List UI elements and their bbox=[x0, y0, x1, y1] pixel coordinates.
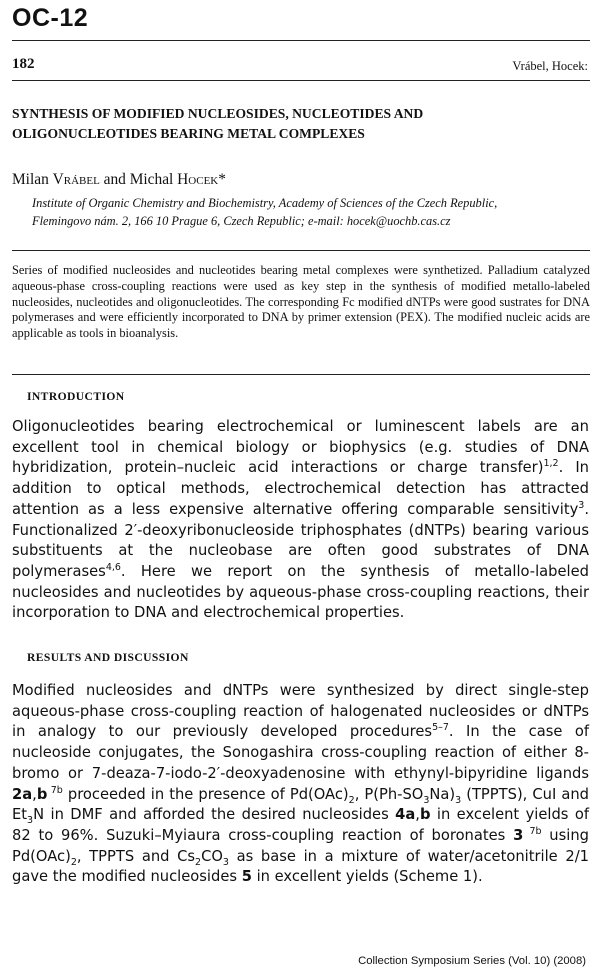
compound-number: 4a bbox=[395, 806, 416, 824]
corresponding-author-mark: * bbox=[218, 171, 226, 188]
running-head: Vrábel, Hocek: bbox=[512, 59, 588, 73]
header-rule-bottom bbox=[12, 80, 590, 81]
subscript: 2 bbox=[348, 794, 355, 806]
results-text-1: Modified nucleosides and dNTPs were synthesized by direct single-step aqueous-phase cross-coupling reaction of halogenated nucleosides or dNTPs in analogy to our previously developed procedures bbox=[12, 682, 589, 741]
session-code: OC-12 bbox=[12, 4, 89, 32]
abstract-rule-top bbox=[12, 250, 590, 251]
results-text-5: Na) bbox=[429, 785, 456, 803]
abstract-rule-bottom bbox=[12, 374, 590, 375]
citation-ref: 4,6 bbox=[105, 562, 121, 574]
footer-journal-citation: Collection Symposium Series (Vol. 10) (2008) bbox=[358, 955, 586, 967]
affiliation-line-2: Flemingovo nám. 2, 166 10 Prague 6, Czech Republic; e-mail: hocek@uochb.cas.cz bbox=[32, 214, 451, 228]
results-text-4: , P(Ph-SO bbox=[354, 785, 424, 803]
author-2-given: Michal bbox=[129, 171, 178, 188]
citation-ref: 3 bbox=[578, 499, 585, 511]
results-text-11: CO bbox=[201, 847, 223, 865]
results-paragraph bbox=[12, 681, 589, 888]
introduction-paragraph bbox=[12, 417, 589, 624]
header-rule-top bbox=[12, 40, 590, 41]
intro-text-1: Oligonucleotides bearing electrochemical or luminescent labels are an excellent tool in chemical biology or biophysics (e.g. studies of DNA hybridization, protein–nucleic acid interactions or charge transfer) bbox=[12, 418, 589, 477]
author-1-given: Milan bbox=[12, 171, 53, 188]
intro-text-3: . Functionalized 2′-deoxyribonucleoside triphosphates (dNTPs) bearing various substituents at the nucleobase are often good substrates of DNA polymerases bbox=[12, 500, 589, 580]
citation-ref: 7b bbox=[523, 826, 542, 838]
abstract: Series of modified nucleosides and nucleotides bearing metal complexes were synthetized. Palladium catalyzed aqueous-phase cross-coupling reactions were used as key step in the synthesis of modified metallo-labeled nucleosides, nucleotides and oligonucleotides. The corresponding Fc modified dNTPs were good sustrates for DNA polymerases and were efficiently incorporated to DNA by primer extension (PEX). The modified nucleic acids are applicable as tools in bioanalysis. bbox=[12, 263, 590, 341]
compound-number: b bbox=[36, 785, 48, 803]
compound-number: 2a bbox=[12, 785, 33, 803]
author-2-family: Hocek bbox=[177, 171, 219, 188]
subscript: 3 bbox=[27, 815, 34, 827]
subscript: 2 bbox=[195, 856, 202, 868]
intro-text-2: . In addition to optical methods, electrochemical detection has attracted attention as a less expensive alternative offering comparable sensitivity bbox=[12, 459, 589, 518]
results-comma: , bbox=[32, 785, 37, 803]
citation-ref: 7b bbox=[47, 784, 63, 796]
results-text-2: . In the case of nucleoside conjugates, the Sonogashira cross-coupling reaction of either 8-bromo or 7-deaza-7-iodo-2′-deoxyadenosine with ethynyl-bipyridine ligands bbox=[12, 723, 589, 782]
subscript: 3 bbox=[423, 794, 430, 806]
subscript: 3 bbox=[222, 856, 229, 868]
compound-number: b bbox=[419, 806, 431, 824]
section-heading-results: RESULTS AND DISCUSSION bbox=[27, 651, 189, 664]
results-comma: , bbox=[415, 806, 420, 824]
results-text-13: in excellent yields (Scheme 1). bbox=[251, 868, 483, 886]
citation-ref: 5–7 bbox=[432, 722, 449, 734]
paper-title-line-2: OLIGONUCLEOTIDES BEARING METAL COMPLEXES bbox=[12, 126, 365, 141]
paper-title-line-1: SYNTHESIS OF MODIFIED NUCLEOSIDES, NUCLEOTIDES AND bbox=[12, 106, 424, 121]
author-conjunction: and bbox=[99, 171, 130, 188]
author-1-family: Vrábel bbox=[52, 171, 100, 188]
author-list bbox=[12, 171, 226, 189]
results-text-9: using Pd(OAc) bbox=[12, 826, 589, 865]
results-text-6: (TPPTS), CuI and Et bbox=[12, 785, 589, 824]
compound-number: 3 bbox=[513, 826, 524, 844]
paper-title bbox=[12, 104, 592, 144]
affiliation-line-1: Institute of Organic Chemistry and Biochemistry, Academy of Sciences of the Czech Republic, bbox=[32, 196, 498, 210]
section-heading-introduction: INTRODUCTION bbox=[27, 390, 125, 403]
page-number: 182 bbox=[12, 56, 35, 72]
subscript: 3 bbox=[455, 794, 462, 806]
results-text-10: , TPPTS and Cs bbox=[76, 847, 196, 865]
intro-text-4: . Here we report on the synthesis of metallo-labeled nucleosides and nucleotides by aqueous-phase cross-coupling reactions, their incorporation to DNA and electrochemical properties. bbox=[12, 562, 589, 622]
citation-ref: 1,2 bbox=[543, 458, 559, 470]
subscript: 2 bbox=[70, 856, 77, 868]
results-text-12: as base in a mixture of water/acetonitrile 2/1 gave the modified nucleosides bbox=[12, 847, 589, 886]
results-text-3: proceeded in the presence of Pd(OAc) bbox=[62, 785, 349, 803]
affiliation bbox=[32, 194, 592, 230]
results-text-7: N in DMF and afforded the desired nucleosides bbox=[33, 806, 396, 824]
results-text-8: in excelent yields of 82 to 96%. Suzuki–Myiaura cross-coupling reaction of boronates bbox=[12, 806, 589, 844]
compound-number: 5 bbox=[241, 868, 252, 886]
